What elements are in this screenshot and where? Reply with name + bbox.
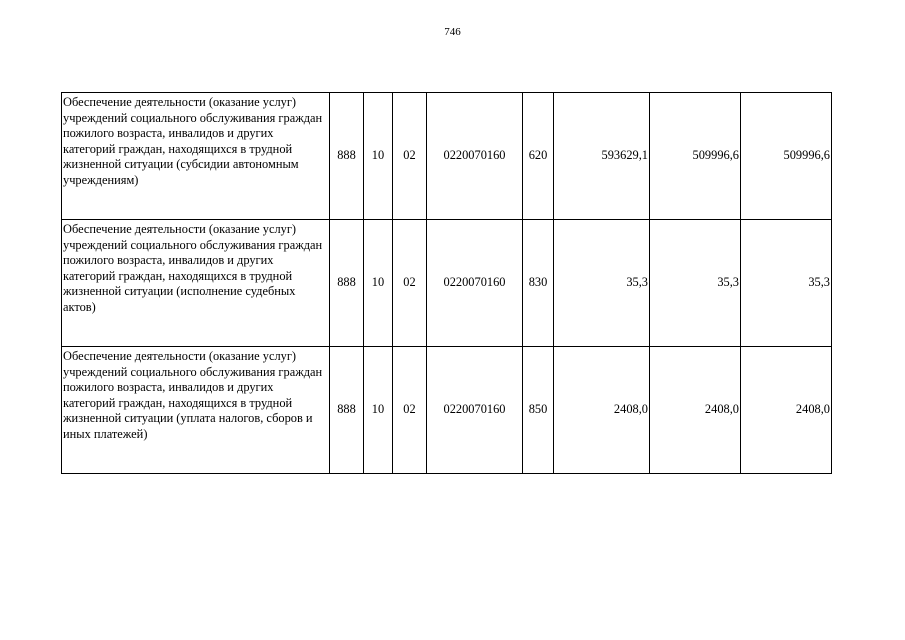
target-article-code: 0220070160 — [427, 347, 523, 474]
amount-2: 35,3 — [650, 220, 741, 347]
expense-type-code: 620 — [523, 93, 554, 220]
admin-code: 888 — [330, 93, 364, 220]
budget-table — [61, 92, 832, 474]
expense-description: Обеспечение деятельности (оказание услуг) учреждений социального обслуживания граждан пожилого возраста, инвалидов и других категорий граждан, находящихся в трудной жизненной ситуации (исполнение судебных актов) — [62, 220, 330, 347]
amount-2: 509996,6 — [650, 93, 741, 220]
subsection-code: 02 — [393, 347, 427, 474]
subsection-code: 02 — [393, 220, 427, 347]
table-row — [62, 93, 832, 220]
section-code: 10 — [364, 93, 393, 220]
expense-description: Обеспечение деятельности (оказание услуг) учреждений социального обслуживания граждан пожилого возраста, инвалидов и других категорий граждан, находящихся в трудной жизненной ситуации (субсидии автономным учреждениям) — [62, 93, 330, 220]
admin-code: 888 — [330, 347, 364, 474]
section-code: 10 — [364, 347, 393, 474]
page-number: 746 — [444, 26, 461, 38]
expense-type-code: 830 — [523, 220, 554, 347]
amount-3: 509996,6 — [741, 93, 832, 220]
amount-3: 2408,0 — [741, 347, 832, 474]
amount-1: 2408,0 — [554, 347, 650, 474]
target-article-code: 0220070160 — [427, 220, 523, 347]
amount-3: 35,3 — [741, 220, 832, 347]
target-article-code: 0220070160 — [427, 93, 523, 220]
table-row — [62, 347, 832, 474]
table-row — [62, 220, 832, 347]
amount-1: 35,3 — [554, 220, 650, 347]
amount-2: 2408,0 — [650, 347, 741, 474]
expense-description: Обеспечение деятельности (оказание услуг) учреждений социального обслуживания граждан пожилого возраста, инвалидов и других категорий граждан, находящихся в трудной жизненной ситуации (уплата налогов, сборов и иных платежей) — [62, 347, 330, 474]
section-code: 10 — [364, 220, 393, 347]
admin-code: 888 — [330, 220, 364, 347]
amount-1: 593629,1 — [554, 93, 650, 220]
subsection-code: 02 — [393, 93, 427, 220]
expense-type-code: 850 — [523, 347, 554, 474]
